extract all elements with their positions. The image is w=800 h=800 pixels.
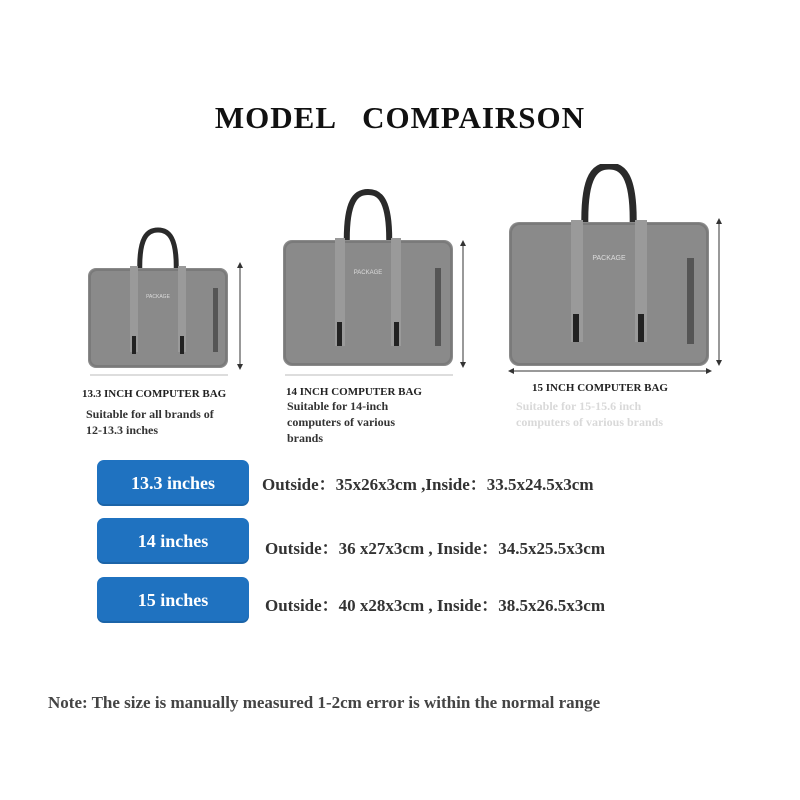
size-spec-14: Outside：36 x27x3cm , Inside：34.5x25.5x3cm: [265, 539, 605, 558]
bag-caption-13-3: 13.3 INCH COMPUTER BAG: [82, 388, 227, 400]
size-label-15: 15 inches: [97, 577, 249, 623]
width-arrow-15: [508, 366, 712, 376]
size-label-13-3: 13.3 inches: [97, 460, 249, 506]
width-arrow-13-3: [88, 370, 230, 380]
bag-image-13-3: [88, 226, 228, 368]
height-arrow-15: [714, 218, 724, 366]
page-title: MODEL COMPAIRSON: [214, 100, 586, 135]
size-spec-15: Outside：40 x28x3cm , Inside：38.5x26.5x3cm: [265, 596, 605, 615]
size-label-14: 14 inches: [97, 518, 249, 564]
brand-mark: PACKAGE: [353, 270, 383, 276]
brand-mark: PACKAGE: [592, 255, 626, 262]
height-arrow-14: [458, 240, 468, 368]
bag-description-13-3: Suitable for all brands of 12-13.3 inches: [86, 407, 214, 437]
size-spec-13-3: Outside：35x26x3cm ,Inside：33.5x24.5x3cm: [262, 475, 594, 494]
bag-image-15: [509, 164, 709, 368]
bag-description-15: Suitable for 15-15.6 inch computers of various brands: [516, 399, 664, 429]
bag-image-14: [283, 188, 453, 368]
height-arrow-13-3: [235, 262, 245, 370]
brand-mark: PACKAGE: [146, 294, 170, 300]
bag-description-14: Suitable for 14-inch computers of various brands: [287, 399, 395, 445]
bag-caption-14: 14 INCH COMPUTER BAG: [286, 386, 422, 398]
measurement-note: Note: The size is manually measured 1-2cm error is within the normal range: [48, 693, 601, 712]
bag-caption-15: 15 INCH COMPUTER BAG: [532, 382, 668, 394]
width-arrow-14: [283, 370, 455, 380]
